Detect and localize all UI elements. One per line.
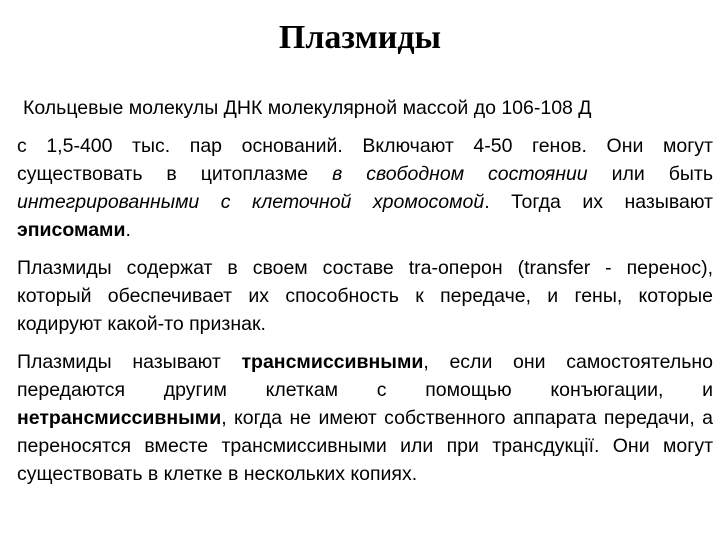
paragraph-3-text-2: , если они самостоятельно передаются другим клеткам с помощью конъюгации, и (17, 351, 713, 401)
paragraph-1 (17, 132, 713, 244)
paragraph-1-text-3: . Тогда их называют (484, 191, 713, 213)
slide-body (17, 94, 713, 488)
paragraph-1-emphasis-integrated: интегрированными с клеточной хромосомой (17, 191, 485, 213)
paragraph-2: Плазмиды содержат в своем составе tra-оперон (transfer - перенос), который обеспечивает их способность к передаче, и гены, которые кодируют какой-то признак. (17, 257, 713, 335)
paragraph-3 (17, 348, 713, 488)
paragraph-3-text-1: Плазмиды называют (17, 351, 242, 373)
paragraph-3-term-transmissive: трансмиссивными (241, 351, 424, 373)
intro-line: Кольцевые молекулы ДНК молекулярной массой до 106-108 Д (23, 97, 592, 119)
paragraph-1-term-episomes: эписомами (17, 219, 126, 241)
paragraph-3-text-3: , когда не имеют собственного аппарата передачи, а переносятся вместе трансмиссивными или при трансдукції. Они могут существовать в клетке в нескольких копиях. (17, 407, 713, 485)
paragraph-3-term-nontransmissive: нетрансмиссивными (17, 407, 222, 429)
paragraph-1-text-1: с 1,5-400 тыс. пар оснований. Включают 4-50 генов. Они могут существовать в цитоплазме (17, 135, 713, 185)
paragraph-1-text-2: или быть (587, 163, 713, 185)
paragraph-1-emphasis-free-state: в свободном состоянии (332, 163, 588, 185)
slide-title: Плазмиды (278, 19, 442, 56)
paragraph-1-text-4: . (125, 219, 131, 241)
